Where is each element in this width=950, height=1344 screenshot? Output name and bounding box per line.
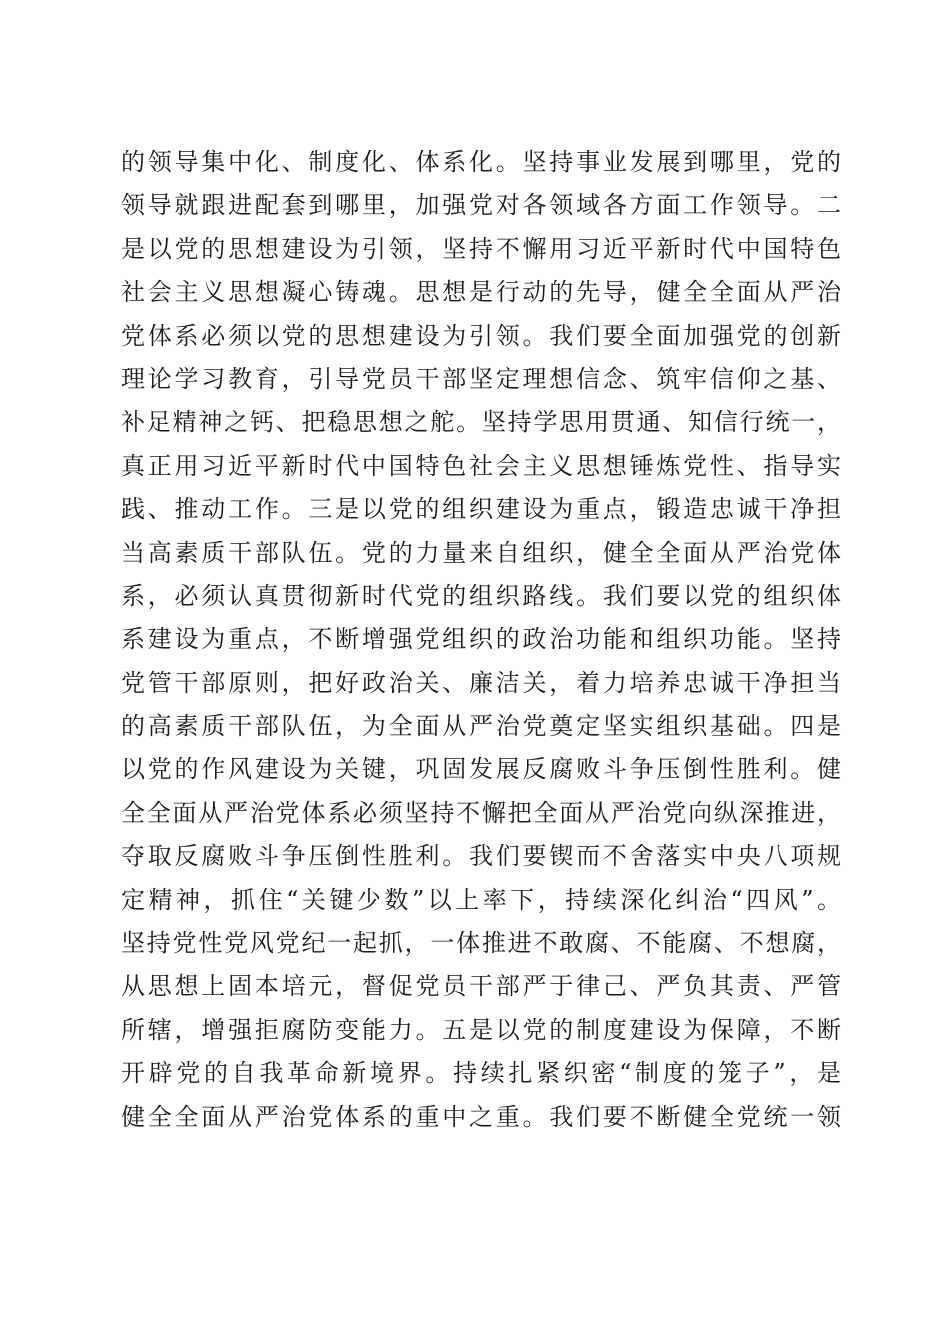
text-line: 的高素质干部队伍，为全面从严治党奠定坚实组织基础。四是: [121, 712, 841, 741]
text-line: 所辖，增强拒腐防变能力。五是以党的制度建设为保障，不断: [121, 1015, 841, 1044]
text-line: 真正用习近平新时代中国特色社会主义思想锤炼党性、指导实: [121, 451, 841, 480]
text-line: 系，必须认真贯彻新时代党的组织路线。我们要以党的组织体: [121, 581, 841, 610]
text-line: 健全全面从严治党体系的重中之重。我们要不断健全党统一领: [121, 1102, 841, 1131]
text-line: 夺取反腐败斗争压倒性胜利。我们要锲而不舍落实中央八项规: [121, 842, 841, 871]
text-line: 当高素质干部队伍。党的力量来自组织，健全全面从严治党体: [121, 538, 841, 567]
text-line: 以党的作风建设为关键，巩固发展反腐败斗争压倒性胜利。健: [121, 755, 841, 784]
text-line: 开辟党的自我革命新境界。持续扎紧织密“制度的笼子”，是: [121, 1059, 841, 1088]
text-line: 从思想上固本培元，督促党员干部严于律己、严负其责、严管: [121, 972, 841, 1001]
text-line: 坚持党性党风党纪一起抓，一体推进不敢腐、不能腐、不想腐，: [121, 929, 841, 958]
text-line: 理论学习教育，引导党员干部坚定理想信念、筑牢信仰之基、: [121, 364, 841, 393]
text-line: 补足精神之钙、把稳思想之舵。坚持学思用贯通、知信行统一，: [121, 408, 841, 437]
text-line: 全全面从严治党体系必须坚持不懈把全面从严治党向纵深推进，: [121, 798, 841, 827]
text-line: 定精神，抓住“关键少数”以上率下，持续深化纠治“四风”。: [121, 885, 841, 914]
text-line: 党体系必须以党的思想建设为引领。我们要全面加强党的创新: [121, 321, 841, 350]
body-text: [121, 141, 841, 1139]
text-line: 党管干部原则，把好政治关、廉洁关，着力培养忠诚干净担当: [121, 668, 841, 697]
text-line: 的领导集中化、制度化、体系化。坚持事业发展到哪里，党的: [121, 148, 841, 176]
text-line: 是以党的思想建设为引领，坚持不懈用习近平新时代中国特色: [121, 234, 841, 263]
text-line: 社会主义思想凝心铸魂。思想是行动的先导，健全全面从严治: [121, 278, 841, 307]
text-line: 领导就跟进配套到哪里，加强党对各领域各方面工作领导。二: [121, 191, 841, 220]
text-line: 系建设为重点，不断增强党组织的政治功能和组织功能。坚持: [121, 625, 841, 654]
text-line: 践、推动工作。三是以党的组织建设为重点，锻造忠诚干净担: [121, 495, 841, 524]
